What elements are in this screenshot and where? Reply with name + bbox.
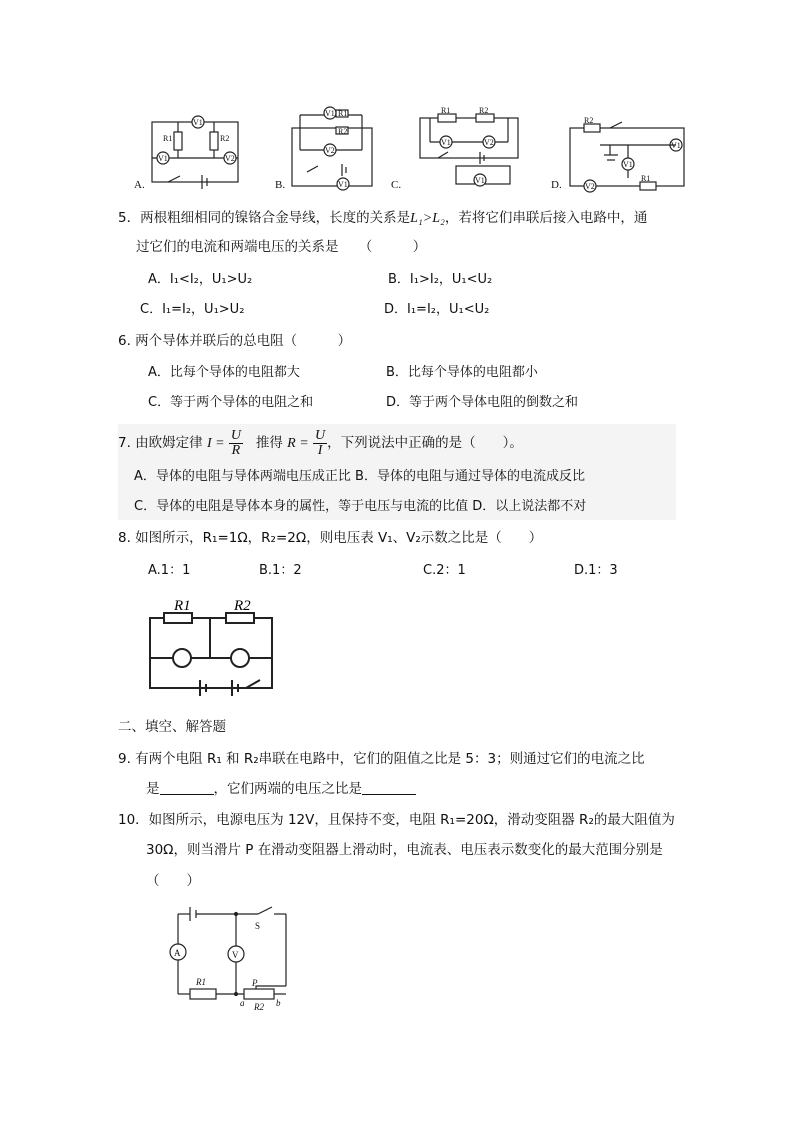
q7-options-line1: A．导体的电阻与导体两端电压成正比 B．导体的电阻与通过导体的电流成反比 <box>134 469 585 484</box>
fig-d-v2-label: V2 <box>585 182 595 191</box>
q6-option-d: D．等于两个导体电阻的倒数之和 <box>386 395 579 410</box>
fig-a-v1-label: V1 <box>193 118 203 127</box>
q5-option-d: D．I₁=I₂，U₁<U₂ <box>384 302 490 317</box>
q10-r2-label: R2 <box>254 1002 264 1012</box>
fig-c-r1-label: R1 <box>441 106 451 115</box>
q5-option-a: A．I₁<I₂，U₁>U₂ <box>148 272 253 287</box>
fig-c-v1-label: V1 <box>441 138 451 147</box>
q7-derived-lhs: R = <box>287 436 309 451</box>
fig-a-r2-label: R2 <box>220 134 230 143</box>
fig-label-b: B. <box>275 179 286 191</box>
fig-b-v3-label: V1 <box>338 180 348 189</box>
q6-stem: 6. 两个导体并联后的总电阻（ ） <box>118 333 352 349</box>
q8-stem: 8. 如图所示，R₁=1Ω，R₂=2Ω，则电压表 V₁、V₂示数之比是（ ） <box>118 530 543 546</box>
q7-fraction-1: $\frac{U}{R}$ <box>230 427 241 458</box>
q10-voltmeter-label: V <box>232 950 239 960</box>
q8-r1-label: R1 <box>174 598 191 614</box>
q10-slider-label: P <box>252 978 258 988</box>
fig-c-r2-label: R2 <box>479 106 489 115</box>
q9-text-a: 是 <box>146 781 160 797</box>
circuit-c <box>420 114 518 186</box>
q7-prefix: 7. 由欧姆定律 <box>118 435 203 451</box>
q8-circuit-figure <box>140 590 290 700</box>
fig-d-v-label: V1 <box>623 160 633 169</box>
fig-a-v1b-label: V1 <box>158 154 168 163</box>
fig-label-c: C. <box>391 179 402 191</box>
q5-option-c: C．I₁=I₂，U₁>U₂ <box>140 302 245 317</box>
q10-stem-line1: 10．如图所示，电源电压为 12V，且保持不变，电阻 R₁=20Ω，滑动变阻器 R₂的最大阻值为 <box>118 812 675 828</box>
q6-option-c: C．等于两个导体的电阻之和 <box>148 395 314 410</box>
fig-b-v1-label: V1 <box>325 109 335 118</box>
q7-options-line2: C．导体的电阻是导体本身的属性，等于电压与电流的比值 D．以上说法都不对 <box>134 499 587 514</box>
q8-option-d: D.1：3 <box>574 563 618 578</box>
q10-stem-line3: （ ） <box>146 873 200 889</box>
q10-r1-label: R1 <box>196 977 206 987</box>
q9-stem-line1: 9. 有两个电阻 R₁ 和 R₂串联在电路中，它们的阻值之比是 5：3；则通过它们的电流之比 <box>118 751 645 767</box>
q9-blank-1[interactable] <box>160 780 214 795</box>
fig-d-v1-label: V1 <box>671 141 681 150</box>
q6-option-a: A．比每个导体的电阻都大 <box>148 365 300 380</box>
q7-mid: 推得 <box>255 435 283 451</box>
fig-a-r1-label: R1 <box>163 134 173 143</box>
fig-c-v2-label: V2 <box>484 138 494 147</box>
q7-fraction-2: $\frac{U}{I}$ <box>314 427 326 458</box>
q5-text-a: 5．两根粗细相同的镍铬合金导线，长度的关系是 <box>118 210 411 226</box>
fig-b-v2-label: V2 <box>325 146 335 155</box>
fig-d-r2-label: R2 <box>584 116 594 125</box>
q7-law-lhs: I = <box>206 436 225 451</box>
fig-b-r1-label: R1 <box>338 109 348 118</box>
fig-c-v3-label: V1 <box>475 176 485 185</box>
fig-a-v2-label: V2 <box>225 154 235 163</box>
q6-option-b: B．比每个导体的电阻都小 <box>386 365 538 380</box>
q10-circuit-figure <box>160 900 300 1020</box>
q7-stem <box>118 428 523 459</box>
q8-option-c: C.2：1 <box>423 563 466 578</box>
q7-suffix: ，下列说法中正确的是（ ）。 <box>327 435 523 451</box>
fig-label-d: D. <box>551 179 562 191</box>
q5-condition: L₁>L₂ <box>410 211 445 226</box>
q8-option-b: B.1：2 <box>259 563 302 578</box>
q8-option-a: A.1：1 <box>148 563 191 578</box>
q10-end-a-label: a <box>240 998 245 1008</box>
fig-d-r1-label: R1 <box>641 174 651 183</box>
q5-text-b: ，若将它们串联后接入电路中，通 <box>444 210 648 226</box>
q5-stem <box>118 208 647 229</box>
q8-r2-label: R2 <box>234 598 251 614</box>
fig-label-a: A. <box>134 179 145 191</box>
q5-option-b: B．I₁>I₂，U₁<U₂ <box>388 272 493 287</box>
q9-text-b: ，它们两端的电压之比是 <box>213 781 362 797</box>
q10-ammeter-label: A <box>174 948 181 958</box>
q10-end-b-label: b <box>276 998 281 1008</box>
q9-stem-line2 <box>146 779 416 799</box>
q9-blank-2[interactable] <box>362 780 416 795</box>
q10-stem-line2: 30Ω，则当滑片 P 在滑动变阻器上滑动时，电流表、电压表示数变化的最大范围分别是 <box>146 842 663 858</box>
top-circuit-figures <box>0 0 794 200</box>
q5-stem-line2: 过它们的电流和两端电压的关系是 （ ） <box>136 239 427 255</box>
fig-b-r2-label: R2 <box>338 127 348 136</box>
section2-heading: 二、填空、解答题 <box>118 719 226 735</box>
q10-switch-label: S <box>255 921 261 931</box>
